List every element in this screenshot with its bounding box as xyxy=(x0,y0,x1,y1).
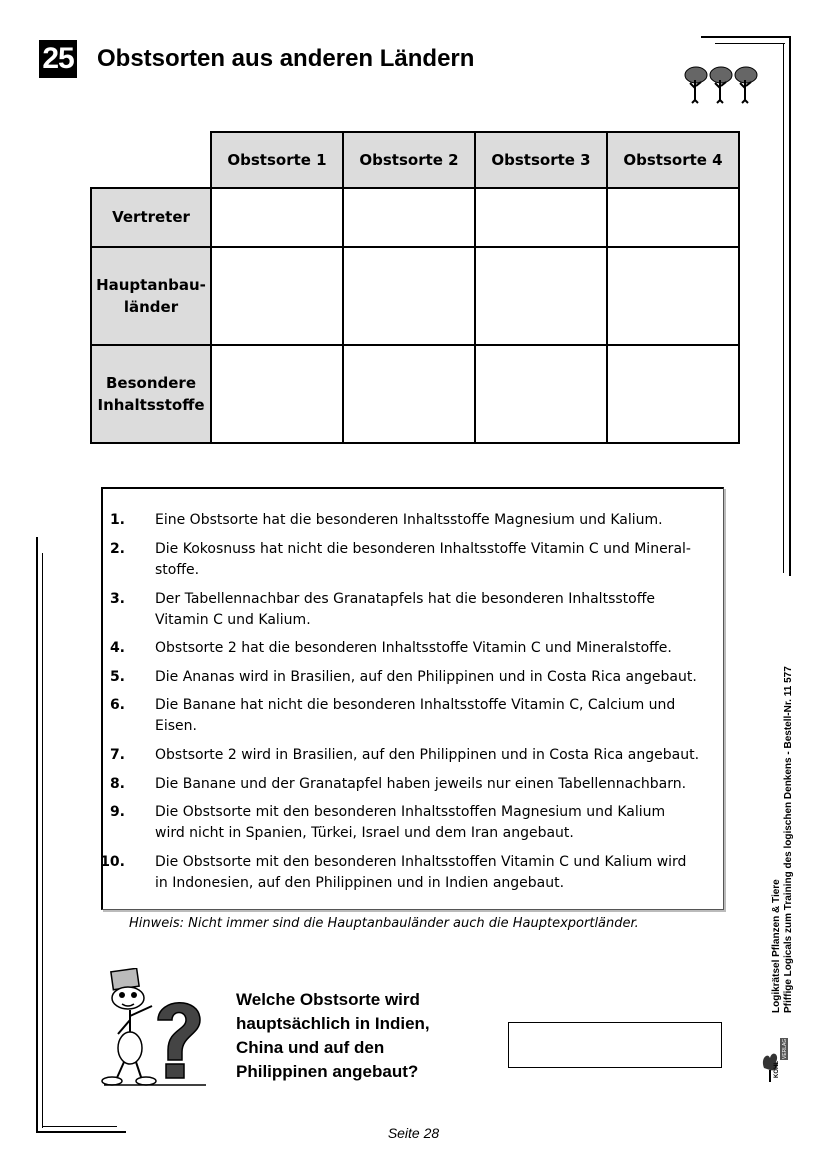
tree-icon xyxy=(685,67,707,103)
clue-number: 9. xyxy=(109,804,125,820)
grid-cell[interactable] xyxy=(211,188,343,247)
clue-number: 8. xyxy=(109,776,125,792)
clue-number: 2. xyxy=(109,541,125,557)
trees-icon xyxy=(683,64,759,104)
clue-text: Die Obstsorte mit den besonderen Inhaltsstoffen Magnesium und Kalium wird nicht in Spanien, Türkei, Israel und dem Iran angebaut. xyxy=(155,804,666,841)
column-header: Obstsorte 2 xyxy=(343,132,475,188)
exercise-number: 25 xyxy=(39,40,77,78)
row-header: Besondere Inhaltsstoffe xyxy=(91,345,211,443)
side-line-2: Pfiffige Logicals zum Training des logischen Denkens - Bestell-Nr. 11 577 xyxy=(783,666,794,1013)
clue-number: 10. xyxy=(100,854,125,870)
clue-number: 7. xyxy=(109,747,125,763)
clue-text: Eine Obstsorte hat die besonderen Inhaltsstoffe Magnesium und Kalium. xyxy=(155,512,663,528)
clue-number: 6. xyxy=(109,697,125,713)
frame-line xyxy=(783,43,784,573)
clue-text: Der Tabellennachbar des Granatapfels hat die besonderen Inhaltsstoffe Vitamin C und Kalium. xyxy=(155,591,655,628)
grid-cell[interactable] xyxy=(475,188,607,247)
tree-icon xyxy=(710,67,732,103)
grid-cell[interactable] xyxy=(475,247,607,345)
clue-number: 4. xyxy=(109,640,125,656)
frame-line xyxy=(789,36,791,576)
frame-line xyxy=(36,537,38,1133)
frame-line xyxy=(715,43,785,44)
clue-text: Die Ananas wird in Brasilien, auf den Philippinen und in Costa Rica angebaut. xyxy=(155,669,697,685)
clue-text: Obstsorte 2 hat die besonderen Inhaltsstoffe Vitamin C und Mineralstoffe. xyxy=(155,640,672,656)
frame-line xyxy=(701,36,791,38)
tree-icon xyxy=(735,67,757,103)
logic-grid xyxy=(90,131,740,444)
clue-text: Die Banane hat nicht die besonderen Inhaltsstoffe Vitamin C, Calcium und Eisen. xyxy=(155,697,676,734)
clue-number: 5. xyxy=(109,669,125,685)
row-header: Vertreter xyxy=(91,188,211,247)
side-line-1: Logikrätsel Pflanzen & Tiere xyxy=(771,879,782,1013)
column-header: Obstsorte 3 xyxy=(475,132,607,188)
frame-line xyxy=(42,553,43,1128)
question-mark-mascot xyxy=(100,968,210,1088)
grid-cell[interactable] xyxy=(475,345,607,443)
grid-cell[interactable] xyxy=(343,188,475,247)
page-number: Seite 28 xyxy=(387,1125,440,1141)
column-header: Obstsorte 1 xyxy=(211,132,343,188)
grid-cell[interactable] xyxy=(211,247,343,345)
clue-number: 3. xyxy=(109,591,125,607)
clues-box xyxy=(101,487,724,910)
hint-text: Hinweis: Nicht immer sind die Hauptanbauländer auch die Hauptexportländer. xyxy=(129,916,639,931)
table-corner xyxy=(91,132,211,188)
row-header: Hauptanbau- länder xyxy=(91,247,211,345)
clue-text: Die Obstsorte mit den besonderen Inhaltsstoffen Vitamin C und Kalium wird in Indonesien, auf den Philippinen und in Indien angebaut. xyxy=(155,854,687,891)
grid-cell[interactable] xyxy=(607,247,739,345)
kohl-logo xyxy=(758,1028,794,1084)
grid-cell[interactable] xyxy=(607,188,739,247)
answer-field[interactable] xyxy=(508,1022,722,1068)
logo-brand: KOHL xyxy=(774,1061,780,1078)
column-header: Obstsorte 4 xyxy=(607,132,739,188)
clue-text: Die Banane und der Granatapfel haben jeweils nur einen Tabellennachbarn. xyxy=(155,776,687,792)
clue-text: Obstsorte 2 wird in Brasilien, auf den Philippinen und in Costa Rica angebaut. xyxy=(155,747,700,763)
logo-sub: VERLAG xyxy=(782,1038,788,1059)
question-text: Welche Obstsorte wird hauptsächlich in Indien, China und auf den Philippinen angebaut? xyxy=(236,990,430,1081)
grid-cell[interactable] xyxy=(343,345,475,443)
grid-cell[interactable] xyxy=(607,345,739,443)
clue-number: 1. xyxy=(109,512,125,528)
grid-cell[interactable] xyxy=(343,247,475,345)
clue-text: Die Kokosnuss hat nicht die besonderen Inhaltsstoffe Vitamin C und Mineral- stoffe. xyxy=(155,541,691,578)
page-title: Obstsorten aus anderen Ländern xyxy=(97,45,475,72)
grid-cell[interactable] xyxy=(211,345,343,443)
